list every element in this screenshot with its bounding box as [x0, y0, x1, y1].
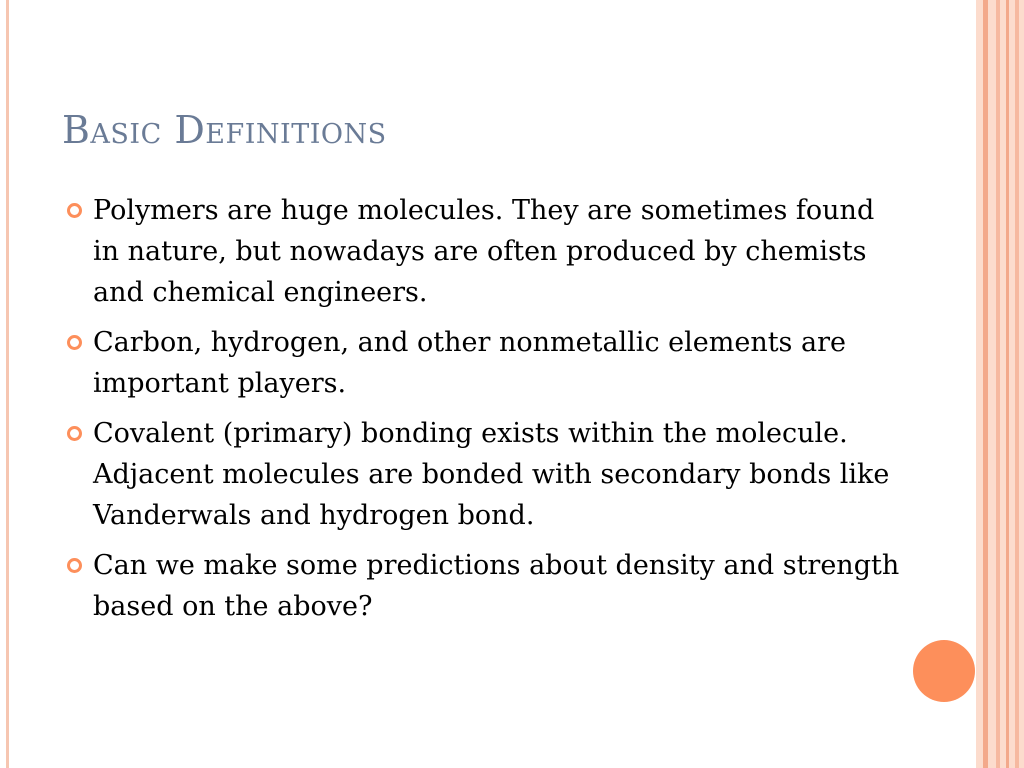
bullet-text: Carbon, hydrogen, and other nonmetallic elements are important players.	[93, 327, 846, 399]
bullet-list	[62, 190, 902, 636]
bullet-text: Covalent (primary) bonding exists within the molecule. Adjacent molecules are bonded with secondary bonds like Vanderwals and hydrogen bond.	[93, 418, 890, 531]
bullet-text: Can we make some predictions about density and strength based on the above?	[93, 550, 900, 622]
ring-bullet-icon	[67, 203, 82, 218]
left-border-line	[6, 0, 9, 768]
right-stripe	[983, 0, 988, 768]
bullet-item	[62, 413, 902, 536]
bullet-item	[62, 545, 902, 627]
bullet-item	[62, 190, 902, 313]
slide-title: Basic Definitions	[62, 108, 387, 152]
bullet-text: Polymers are huge molecules. They are sometimes found in nature, but nowadays are often produced by chemists and chemical engineers.	[93, 195, 875, 308]
bullet-item	[62, 322, 902, 404]
ring-bullet-icon	[67, 426, 82, 441]
right-stripe	[1006, 0, 1009, 768]
right-stripe	[1015, 0, 1019, 768]
accent-circle	[913, 640, 975, 702]
ring-bullet-icon	[67, 558, 82, 573]
right-stripe	[996, 0, 1000, 768]
ring-bullet-icon	[67, 335, 82, 350]
